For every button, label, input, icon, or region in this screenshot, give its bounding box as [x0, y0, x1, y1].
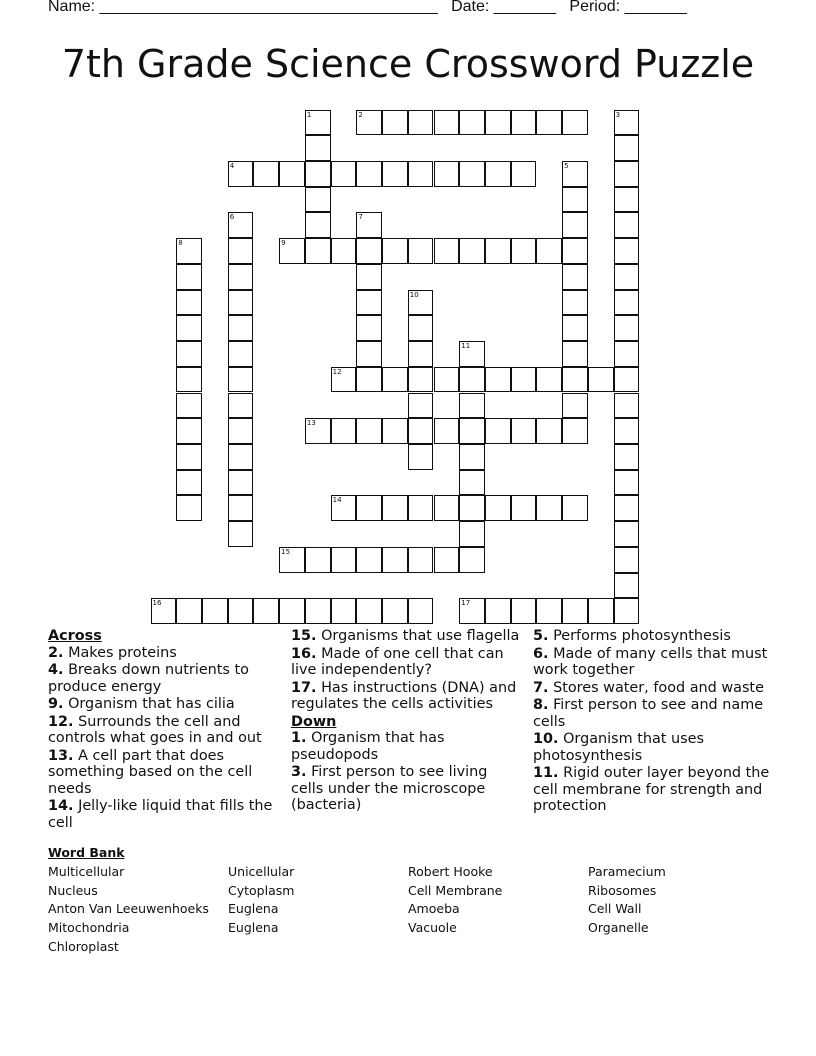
grid-cell[interactable]	[305, 418, 331, 444]
grid-cell[interactable]	[536, 418, 562, 444]
clue-number: 13	[306, 419, 316, 428]
date-label: Date:	[451, 0, 490, 15]
grid-cell[interactable]	[614, 521, 640, 547]
grid-cell[interactable]	[356, 238, 382, 264]
grid-cell[interactable]	[614, 110, 640, 136]
grid-cell[interactable]	[176, 341, 202, 367]
clue-number: 8	[178, 239, 183, 248]
grid-cell[interactable]	[176, 238, 202, 264]
grid-cell[interactable]	[408, 598, 434, 624]
clue-number: 9	[281, 239, 286, 248]
grid-cell[interactable]	[562, 212, 588, 238]
grid-cell[interactable]	[305, 110, 331, 136]
grid-cell[interactable]	[176, 264, 202, 290]
word-bank-item: Cell Membrane	[408, 882, 503, 898]
grid-cell[interactable]	[614, 212, 640, 238]
grid-cell[interactable]	[434, 418, 460, 444]
grid-cell[interactable]	[562, 290, 588, 316]
clue-down-6: 6. Made of many cells that must work together	[533, 645, 768, 678]
grid-cell[interactable]	[408, 393, 434, 419]
grid-cell[interactable]	[614, 598, 640, 624]
word-bank-item: Organelle	[588, 920, 649, 936]
grid-cell[interactable]	[459, 238, 485, 264]
grid-cell[interactable]	[511, 238, 537, 264]
grid-cell[interactable]	[511, 418, 537, 444]
grid-cell[interactable]	[614, 264, 640, 290]
period-field[interactable]: _______	[624, 0, 687, 15]
grid-cell[interactable]	[562, 315, 588, 341]
clue-number: 17	[461, 599, 471, 608]
grid-cell[interactable]	[253, 598, 279, 624]
grid-cell[interactable]	[511, 161, 537, 187]
grid-cell[interactable]	[228, 212, 254, 238]
grid-cell[interactable]	[228, 598, 254, 624]
grid-cell[interactable]	[536, 598, 562, 624]
grid-cell[interactable]	[356, 212, 382, 238]
grid-cell[interactable]	[511, 367, 537, 393]
grid-cell[interactable]	[228, 315, 254, 341]
grid-cell[interactable]	[614, 290, 640, 316]
grid-cell[interactable]	[536, 238, 562, 264]
grid-cell[interactable]	[408, 290, 434, 316]
grid-cell[interactable]	[562, 238, 588, 264]
grid-cell[interactable]	[228, 264, 254, 290]
grid-cell[interactable]	[485, 418, 511, 444]
grid-cell[interactable]	[614, 573, 640, 599]
grid-cell[interactable]	[305, 135, 331, 161]
grid-cell[interactable]	[562, 418, 588, 444]
grid-cell[interactable]	[459, 521, 485, 547]
grid-cell[interactable]	[305, 161, 331, 187]
grid-cell[interactable]	[253, 161, 279, 187]
grid-cell[interactable]	[382, 161, 408, 187]
clue-across-2: 2. Makes proteins	[48, 644, 177, 661]
across-heading: Across	[48, 628, 102, 644]
clue-down-5: 5. Performs photosynthesis	[533, 628, 731, 644]
grid-cell[interactable]	[614, 238, 640, 264]
grid-cell[interactable]	[331, 598, 357, 624]
word-bank-item: Nucleus	[48, 882, 98, 898]
grid-cell[interactable]	[176, 444, 202, 470]
clue-number: 6	[229, 213, 235, 222]
clue-number: 15	[281, 547, 291, 556]
grid-cell[interactable]	[305, 598, 331, 624]
grid-cell[interactable]	[614, 495, 640, 521]
clue-across-14: 14. Jelly-like liquid that fills the cell	[48, 798, 273, 831]
grid-cell[interactable]	[408, 341, 434, 367]
grid-cell[interactable]	[356, 341, 382, 367]
grid-cell[interactable]	[356, 161, 382, 187]
grid-cell[interactable]	[279, 238, 305, 264]
clue-across-4: 4. Breaks down nutrients to produce energy	[48, 662, 249, 695]
grid-cell[interactable]	[228, 495, 254, 521]
grid-cell[interactable]	[434, 367, 460, 393]
grid-cell[interactable]	[356, 315, 382, 341]
grid-cell[interactable]	[562, 598, 588, 624]
grid-cell[interactable]	[434, 238, 460, 264]
grid-cell[interactable]	[459, 367, 485, 393]
grid-cell[interactable]	[485, 238, 511, 264]
grid-cell[interactable]	[536, 367, 562, 393]
grid-cell[interactable]	[614, 444, 640, 470]
clue-number: 5	[564, 161, 569, 170]
grid-cell[interactable]	[562, 495, 588, 521]
grid-cell[interactable]	[356, 290, 382, 316]
grid-cell[interactable]	[228, 418, 254, 444]
grid-cell[interactable]	[434, 161, 460, 187]
clue-down-8: 8. First person to see and name cells	[533, 697, 764, 730]
grid-cell[interactable]	[485, 598, 511, 624]
name-label: Name:	[48, 0, 96, 15]
grid-cell[interactable]	[279, 161, 305, 187]
grid-cell[interactable]	[408, 161, 434, 187]
grid-cell[interactable]	[176, 418, 202, 444]
grid-cell[interactable]	[305, 212, 331, 238]
clue-down-10: 10. Organism that uses photosynthesis	[533, 731, 704, 764]
word-bank-item: Paramecium	[588, 864, 666, 879]
grid-cell[interactable]	[408, 315, 434, 341]
word-bank-item: Amoeba	[408, 901, 460, 917]
word-bank-item: Vacuole	[408, 920, 457, 936]
grid-cell[interactable]	[356, 418, 382, 444]
grid-cell[interactable]	[228, 521, 254, 547]
grid-cell[interactable]	[485, 367, 511, 393]
grid-cell[interactable]	[536, 495, 562, 521]
grid-cell[interactable]	[382, 238, 408, 264]
grid-cell[interactable]	[228, 290, 254, 316]
grid-cell[interactable]	[459, 341, 485, 367]
grid-cell[interactable]	[614, 547, 640, 573]
grid-cell[interactable]	[434, 110, 460, 136]
grid-cell[interactable]	[434, 547, 460, 573]
grid-cell[interactable]	[614, 418, 640, 444]
grid-cell[interactable]	[382, 598, 408, 624]
grid-cell[interactable]	[614, 315, 640, 341]
grid-cell[interactable]	[459, 547, 485, 573]
grid-cell[interactable]	[228, 470, 254, 496]
grid-cell[interactable]	[305, 238, 331, 264]
grid-cell[interactable]	[331, 161, 357, 187]
grid-cell[interactable]	[562, 110, 588, 136]
grid-cell[interactable]	[614, 161, 640, 187]
period-label: Period:	[569, 0, 621, 15]
grid-cell[interactable]	[331, 495, 357, 521]
grid-cell[interactable]	[485, 161, 511, 187]
grid-cell[interactable]	[459, 418, 485, 444]
word-bank-item: Ribosomes	[588, 882, 657, 898]
grid-cell[interactable]	[408, 110, 434, 136]
grid-cell[interactable]	[614, 135, 640, 161]
grid-cell[interactable]	[459, 161, 485, 187]
grid-cell[interactable]	[459, 598, 485, 624]
grid-cell[interactable]	[459, 495, 485, 521]
grid-cell[interactable]	[408, 444, 434, 470]
grid-cell[interactable]	[562, 187, 588, 213]
grid-cell[interactable]	[279, 598, 305, 624]
clues-column-2	[291, 628, 521, 815]
grid-cell[interactable]	[614, 341, 640, 367]
clue-number: 4	[229, 161, 235, 170]
grid-cell[interactable]	[459, 393, 485, 419]
grid-cell[interactable]	[305, 547, 331, 573]
grid-cell[interactable]	[562, 393, 588, 419]
clue-across-17: 17. Has instructions (DNA) and regulates the cells activities	[291, 679, 517, 712]
grid-cell[interactable]	[434, 495, 460, 521]
grid-cell[interactable]	[356, 598, 382, 624]
grid-cell[interactable]	[228, 161, 254, 187]
grid-cell[interactable]	[151, 598, 177, 624]
clue-down-11: 11. Rigid outer layer beyond the cell membrane for strength and protection	[533, 765, 770, 814]
clue-across-15: 15. Organisms that use flagella	[291, 628, 520, 644]
word-bank-item: Unicellular	[228, 864, 295, 879]
grid-cell[interactable]	[382, 367, 408, 393]
grid-cell[interactable]	[562, 341, 588, 367]
grid-cell[interactable]	[614, 470, 640, 496]
grid-cell[interactable]	[536, 110, 562, 136]
grid-cell[interactable]	[485, 110, 511, 136]
down-heading: Down	[291, 713, 337, 730]
word-bank-item: Chloroplast	[48, 938, 119, 954]
name-field[interactable]: ______________________________________	[99, 0, 438, 15]
grid-cell[interactable]	[176, 470, 202, 496]
grid-cell[interactable]	[228, 444, 254, 470]
clue-number: 10	[409, 290, 419, 299]
grid-cell[interactable]	[356, 110, 382, 136]
grid-cell[interactable]	[485, 495, 511, 521]
word-bank-item: Cytoplasm	[228, 882, 295, 898]
grid-cell[interactable]	[331, 367, 357, 393]
clue-down-3: 3. First person to see living cells under the microscope (bacteria)	[291, 764, 488, 813]
clue-number: 14	[332, 496, 342, 505]
grid-cell[interactable]	[331, 418, 357, 444]
clue-number: 7	[358, 213, 363, 222]
grid-cell[interactable]	[176, 495, 202, 521]
grid-cell[interactable]	[228, 238, 254, 264]
header-fields	[48, 0, 687, 16]
grid-cell[interactable]	[356, 264, 382, 290]
grid-cell[interactable]	[614, 187, 640, 213]
grid-cell[interactable]	[588, 367, 614, 393]
grid-cell[interactable]	[511, 110, 537, 136]
word-bank-item: Euglena	[228, 920, 279, 936]
clue-across-13: 13. A cell part that does something based on the cell needs	[48, 747, 253, 797]
clues-column-3	[533, 628, 773, 816]
grid-cell[interactable]	[382, 547, 408, 573]
grid-cell[interactable]	[228, 341, 254, 367]
grid-cell[interactable]	[176, 393, 202, 419]
clue-across-12: 12. Surrounds the cell and controls what goes in and out	[48, 713, 262, 746]
grid-cell[interactable]	[356, 495, 382, 521]
grid-cell[interactable]	[305, 187, 331, 213]
clue-number: 2	[358, 110, 363, 119]
grid-cell[interactable]	[356, 367, 382, 393]
grid-cell[interactable]	[176, 315, 202, 341]
clue-down-7: 7. Stores water, food and waste	[533, 679, 764, 696]
word-bank-item: Euglena	[228, 901, 279, 917]
grid-cell[interactable]	[562, 161, 588, 187]
clue-down-1: 1. Organism that has pseudopods	[291, 730, 445, 763]
grid-cell[interactable]	[408, 238, 434, 264]
grid-cell[interactable]	[562, 367, 588, 393]
clue-number: 3	[615, 110, 621, 119]
clue-number: 1	[306, 110, 312, 119]
grid-cell[interactable]	[382, 418, 408, 444]
grid-cell[interactable]	[408, 495, 434, 521]
word-bank-item: Multicellular	[48, 864, 125, 879]
grid-cell[interactable]	[356, 547, 382, 573]
grid-cell[interactable]	[459, 470, 485, 496]
grid-cell[interactable]	[382, 110, 408, 136]
clue-across-9: 9. Organism that has cilia	[48, 696, 235, 712]
grid-cell[interactable]	[228, 367, 254, 393]
clue-number: 16	[152, 599, 162, 608]
clue-across-16: 16. Made of one cell that can live independently?	[291, 645, 504, 678]
grid-cell[interactable]	[459, 110, 485, 136]
grid-cell[interactable]	[228, 393, 254, 419]
grid-cell[interactable]	[614, 367, 640, 393]
grid-cell[interactable]	[408, 547, 434, 573]
page-title: 7th Grade Science Crossword Puzzle	[61, 42, 755, 86]
grid-cell[interactable]	[331, 238, 357, 264]
grid-cell[interactable]	[614, 393, 640, 419]
grid-cell[interactable]	[562, 264, 588, 290]
grid-cell[interactable]	[408, 418, 434, 444]
grid-cell[interactable]	[176, 598, 202, 624]
grid-cell[interactable]	[408, 367, 434, 393]
grid-cell[interactable]	[511, 598, 537, 624]
grid-cell[interactable]	[588, 598, 614, 624]
grid-cell[interactable]	[331, 547, 357, 573]
clues-column-1	[48, 628, 273, 832]
grid-cell[interactable]	[459, 444, 485, 470]
word-bank-item: Mitochondria	[48, 920, 130, 936]
grid-cell[interactable]	[279, 547, 305, 573]
grid-cell[interactable]	[176, 290, 202, 316]
clue-number: 12	[332, 367, 342, 376]
clue-number: 11	[461, 342, 471, 351]
grid-cell[interactable]	[202, 598, 228, 624]
word-bank-item: Robert Hooke	[408, 864, 493, 879]
grid-cell[interactable]	[176, 367, 202, 393]
word-bank-item: Cell Wall	[588, 901, 642, 917]
date-field[interactable]: _______	[493, 0, 557, 15]
grid-cell[interactable]	[511, 495, 537, 521]
word-bank-item: Anton Van Leeuwenhoeks	[48, 901, 209, 917]
word-bank-title: Word Bank	[48, 845, 125, 860]
grid-cell[interactable]	[382, 495, 408, 521]
